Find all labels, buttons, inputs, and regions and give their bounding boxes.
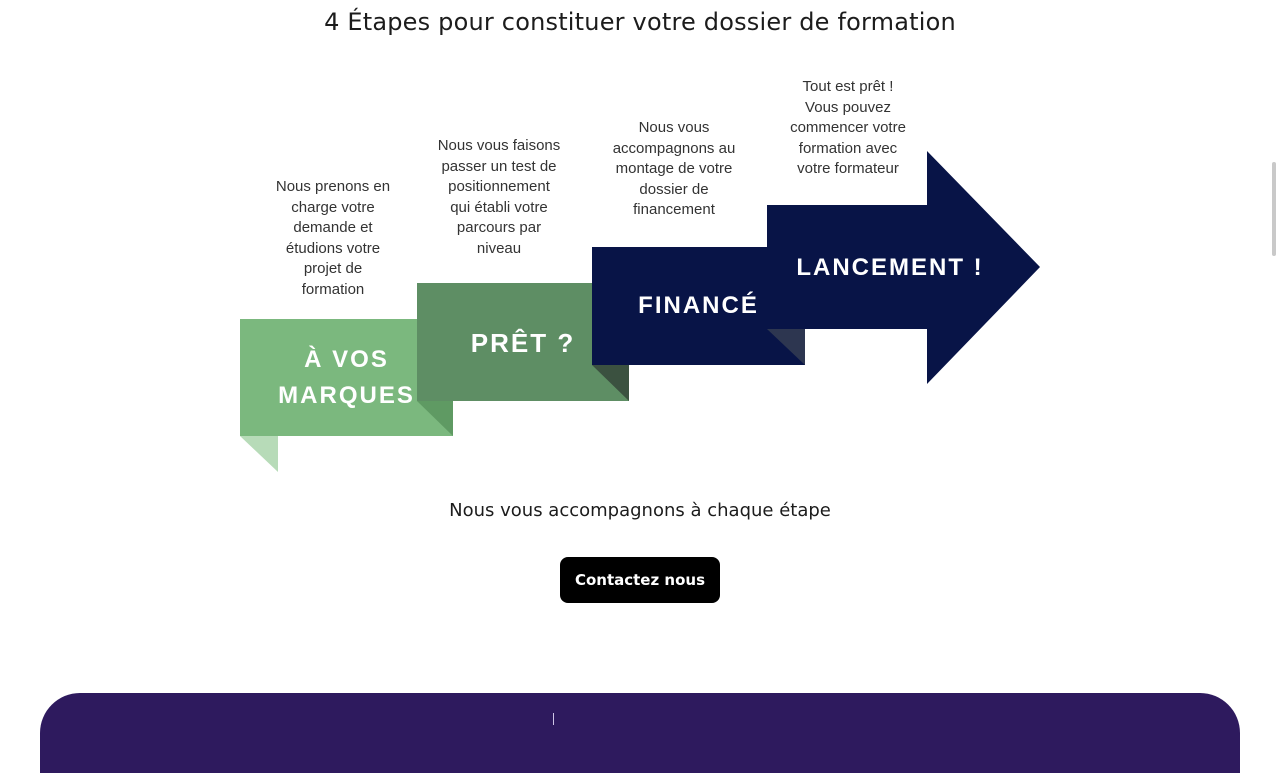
step-3-description: Nous vous accompagnons au montage de votre dossier de financement (612, 119, 736, 218)
footer-divider (553, 713, 554, 725)
step-2-description: Nous vous faisons passer un test de positionnement qui établi votre parcours par niveau (437, 137, 561, 257)
footer-band (40, 693, 1240, 773)
contact-button[interactable]: Contactez nous (560, 557, 720, 603)
step-1-fold (240, 436, 278, 472)
step-2-label: PRÊT ? (470, 328, 576, 358)
scrollbar-thumb[interactable] (1272, 162, 1276, 256)
page-title: 4 Étapes pour constituer votre dossier de formation (324, 8, 956, 36)
step-4-label: LANCEMENT ! (796, 254, 984, 281)
tagline: Nous vous accompagnons à chaque étape (449, 500, 831, 521)
step-1-description: Nous prenons en charge votre demande et étudions votre projet de formation (275, 178, 391, 298)
step-1-label: À VOS MARQUES (278, 346, 415, 409)
step-3-label: FINANCÉ (638, 292, 759, 319)
step-4-description: Tout est prêt ! Vous pouvez commencer votre formation avec votre formateur (790, 78, 906, 177)
